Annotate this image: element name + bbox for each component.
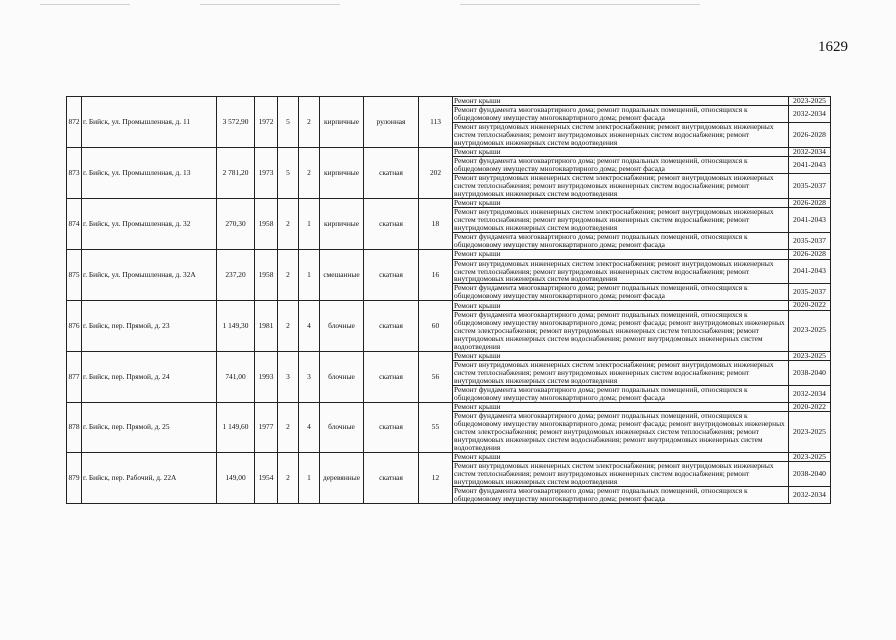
row-number: 873 xyxy=(67,148,82,199)
residents-cell: 60 xyxy=(419,301,453,351)
roof-type-cell: рулонная xyxy=(364,97,419,148)
work-period-cell: 2032-2034 xyxy=(789,385,831,402)
work-period-cell: 2020-2022 xyxy=(789,402,831,411)
row-number: 879 xyxy=(67,452,82,503)
address-cell: г. Бийск, ул. Промышленная, д. 13 xyxy=(82,148,217,199)
year-cell: 1981 xyxy=(255,301,278,351)
area-cell: 1 149,30 xyxy=(217,301,255,351)
table-row xyxy=(67,402,831,411)
address-cell: г. Бийск, ул. Промышленная, д. 11 xyxy=(82,97,217,148)
work-type-cell: Ремонт внутридомовых инженерных систем электроснабжения; ремонт внутридомовых инженерных систем теплоснабжения; ремонт внутридомовых инженерных систем водоснабжения; ремонт внутридомовых инженерных систем водоотведения xyxy=(453,208,789,233)
floors-cell: 2 xyxy=(278,250,299,301)
work-type-cell: Ремонт крыши xyxy=(453,301,789,310)
area-cell: 741,00 xyxy=(217,351,255,402)
area-cell: 3 572,90 xyxy=(217,97,255,148)
floors-cell: 5 xyxy=(278,97,299,148)
floors-cell: 2 xyxy=(278,402,299,452)
work-period-cell: 2026-2028 xyxy=(789,123,831,148)
row-number: 877 xyxy=(67,351,82,402)
work-type-cell: Ремонт крыши xyxy=(453,97,789,106)
wall-material-cell: смешанные xyxy=(320,250,364,301)
residents-cell: 202 xyxy=(419,148,453,199)
work-period-cell: 2023-2025 xyxy=(789,411,831,452)
work-type-cell: Ремонт внутридомовых инженерных систем электроснабжения; ремонт внутридомовых инженерных систем теплоснабжения; ремонт внутридомовых инженерных систем водоснабжения; ремонт внутридомовых инженерных систем водоотведения xyxy=(453,360,789,385)
roof-type-cell: скатная xyxy=(364,199,419,250)
capital-repair-table xyxy=(66,96,831,504)
address-cell: г. Бийск, пер. Рабочий, д. 22А xyxy=(82,452,217,503)
table-row xyxy=(67,97,831,106)
residents-cell: 55 xyxy=(419,402,453,452)
work-type-cell: Ремонт внутридомовых инженерных систем электроснабжения; ремонт внутридомовых инженерных систем теплоснабжения; ремонт внутридомовых инженерных систем водоснабжения; ремонт внутридомовых инженерных систем водоотведения xyxy=(453,461,789,486)
table-row xyxy=(67,301,831,310)
work-period-cell: 2038-2040 xyxy=(789,461,831,486)
work-period-cell: 2026-2028 xyxy=(789,250,831,259)
year-cell: 1958 xyxy=(255,199,278,250)
area-cell: 2 781,20 xyxy=(217,148,255,199)
work-type-cell: Ремонт фундамента многоквартирного дома; ремонт подвальных помещений, относящихся к общедомовому имуществу многоквартирного дома; ремонт фасада xyxy=(453,233,789,250)
work-period-cell: 2023-2025 xyxy=(789,452,831,461)
wall-material-cell: блочные xyxy=(320,301,364,351)
wall-material-cell: кирпичные xyxy=(320,148,364,199)
roof-type-cell: скатная xyxy=(364,351,419,402)
residents-cell: 113 xyxy=(419,97,453,148)
work-period-cell: 2032-2034 xyxy=(789,106,831,123)
year-cell: 1958 xyxy=(255,250,278,301)
wall-material-cell: блочные xyxy=(320,402,364,452)
year-cell: 1973 xyxy=(255,148,278,199)
work-type-cell: Ремонт внутридомовых инженерных систем электроснабжения; ремонт внутридомовых инженерных систем теплоснабжения; ремонт внутридомовых инженерных систем водоснабжения; ремонт внутридомовых инженерных систем водоотведения xyxy=(453,123,789,148)
floors-cell: 2 xyxy=(278,301,299,351)
year-cell: 1993 xyxy=(255,351,278,402)
entrances-cell: 1 xyxy=(299,452,320,503)
table-row xyxy=(67,148,831,157)
floors-cell: 3 xyxy=(278,351,299,402)
work-period-cell: 2041-2043 xyxy=(789,208,831,233)
residents-cell: 18 xyxy=(419,199,453,250)
roof-type-cell: скатная xyxy=(364,452,419,503)
work-type-cell: Ремонт крыши xyxy=(453,199,789,208)
entrances-cell: 4 xyxy=(299,301,320,351)
address-cell: г. Бийск, пер. Прямой, д. 24 xyxy=(82,351,217,402)
entrances-cell: 4 xyxy=(299,402,320,452)
work-period-cell: 2023-2025 xyxy=(789,351,831,360)
residents-cell: 56 xyxy=(419,351,453,402)
work-period-cell: 2038-2040 xyxy=(789,360,831,385)
wall-material-cell: кирпичные xyxy=(320,97,364,148)
entrances-cell: 2 xyxy=(299,148,320,199)
residents-cell: 16 xyxy=(419,250,453,301)
floors-cell: 5 xyxy=(278,148,299,199)
work-period-cell: 2041-2043 xyxy=(789,157,831,174)
table-row xyxy=(67,452,831,461)
work-type-cell: Ремонт внутридомовых инженерных систем электроснабжения; ремонт внутридомовых инженерных систем теплоснабжения; ремонт внутридомовых инженерных систем водоснабжения; ремонт внутридомовых инженерных систем водоотведения xyxy=(453,259,789,284)
entrances-cell: 3 xyxy=(299,351,320,402)
work-period-cell: 2023-2025 xyxy=(789,310,831,351)
work-type-cell: Ремонт фундамента многоквартирного дома; ремонт подвальных помещений, относящихся к общедомовому имуществу многоквартирного дома; ремонт фасада xyxy=(453,385,789,402)
work-type-cell: Ремонт фундамента многоквартирного дома; ремонт подвальных помещений, относящихся к общедомовому имуществу многоквартирного дома; ремонт фасада xyxy=(453,106,789,123)
table-row xyxy=(67,199,831,208)
scan-artifact xyxy=(40,4,130,5)
row-number: 875 xyxy=(67,250,82,301)
row-number: 878 xyxy=(67,402,82,452)
roof-type-cell: скатная xyxy=(364,148,419,199)
work-type-cell: Ремонт крыши xyxy=(453,148,789,157)
work-type-cell: Ремонт внутридомовых инженерных систем электроснабжения; ремонт внутридомовых инженерных систем теплоснабжения; ремонт внутридомовых инженерных систем водоснабжения; ремонт внутридомовых инженерных систем водоотведения xyxy=(453,174,789,199)
floors-cell: 2 xyxy=(278,199,299,250)
address-cell: г. Бийск, пер. Прямой, д. 25 xyxy=(82,402,217,452)
work-period-cell: 2035-2037 xyxy=(789,284,831,301)
scan-artifact xyxy=(460,4,700,5)
row-number: 872 xyxy=(67,97,82,148)
wall-material-cell: блочные xyxy=(320,351,364,402)
work-type-cell: Ремонт фундамента многоквартирного дома; ремонт подвальных помещений, относящихся к общедомовому имуществу многоквартирного дома; ремонт фасада xyxy=(453,157,789,174)
page-number: 1629 xyxy=(818,39,848,55)
residents-cell: 12 xyxy=(419,452,453,503)
work-period-cell: 2023-2025 xyxy=(789,97,831,106)
table-row xyxy=(67,250,831,259)
work-type-cell: Ремонт фундамента многоквартирного дома; ремонт подвальных помещений, относящихся к общедомовому имуществу многоквартирного дома; ремонт фасада xyxy=(453,284,789,301)
scan-artifact xyxy=(200,4,340,5)
entrances-cell: 2 xyxy=(299,97,320,148)
work-period-cell: 2032-2034 xyxy=(789,148,831,157)
roof-type-cell: скатная xyxy=(364,301,419,351)
wall-material-cell: кирпичные xyxy=(320,199,364,250)
work-type-cell: Ремонт фундамента многоквартирного дома; ремонт подвальных помещений, относящихся к общедомовому имуществу многоквартирного дома; ремонт фасада xyxy=(453,486,789,503)
year-cell: 1977 xyxy=(255,402,278,452)
area-cell: 270,30 xyxy=(217,199,255,250)
year-cell: 1972 xyxy=(255,97,278,148)
work-type-cell: Ремонт крыши xyxy=(453,351,789,360)
work-period-cell: 2035-2037 xyxy=(789,233,831,250)
work-type-cell: Ремонт фундамента многоквартирного дома; ремонт подвальных помещений, относящихся к общедомовому имуществу многоквартирного дома; ремонт фасада; ремонт внутридомовых инженерных систем электроснабжения; ремонт внутридомовых инженерных систем теплоснабжения; ремонт внутридомовых инженерных систем водоснабжения; ремонт внутридомовых инженерных систем водоотведения xyxy=(453,411,789,452)
roof-type-cell: скатная xyxy=(364,402,419,452)
work-period-cell: 2032-2034 xyxy=(789,486,831,503)
row-number: 874 xyxy=(67,199,82,250)
address-cell: г. Бийск, ул. Промышленная, д. 32 xyxy=(82,199,217,250)
entrances-cell: 1 xyxy=(299,199,320,250)
floors-cell: 2 xyxy=(278,452,299,503)
area-cell: 1 149,60 xyxy=(217,402,255,452)
year-cell: 1954 xyxy=(255,452,278,503)
address-cell: г. Бийск, пер. Прямой, д. 23 xyxy=(82,301,217,351)
work-period-cell: 2041-2043 xyxy=(789,259,831,284)
table-row xyxy=(67,351,831,360)
work-type-cell: Ремонт крыши xyxy=(453,250,789,259)
roof-type-cell: скатная xyxy=(364,250,419,301)
address-cell: г. Бийск, ул. Промышленная, д. 32А xyxy=(82,250,217,301)
work-type-cell: Ремонт крыши xyxy=(453,402,789,411)
row-number: 876 xyxy=(67,301,82,351)
area-cell: 237,20 xyxy=(217,250,255,301)
work-period-cell: 2026-2028 xyxy=(789,199,831,208)
work-type-cell: Ремонт крыши xyxy=(453,452,789,461)
wall-material-cell: деревянные xyxy=(320,452,364,503)
work-period-cell: 2035-2037 xyxy=(789,174,831,199)
entrances-cell: 1 xyxy=(299,250,320,301)
area-cell: 149,00 xyxy=(217,452,255,503)
work-period-cell: 2020-2022 xyxy=(789,301,831,310)
work-type-cell: Ремонт фундамента многоквартирного дома; ремонт подвальных помещений, относящихся к общедомовому имуществу многоквартирного дома; ремонт фасада; ремонт внутридомовых инженерных систем электроснабжения; ремонт внутридомовых инженерных систем теплоснабжения; ремонт внутридомовых инженерных систем водоснабжения; ремонт внутридомовых инженерных систем водоотведения xyxy=(453,310,789,351)
